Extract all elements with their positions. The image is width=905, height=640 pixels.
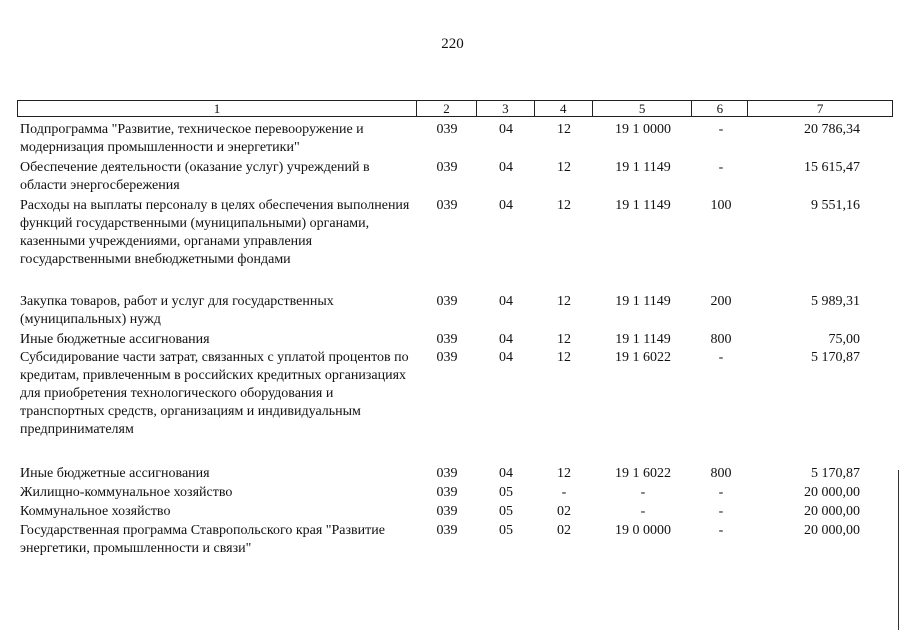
row-vr: - (718, 504, 724, 519)
table-row (17, 293, 893, 329)
row-rz: 05 (499, 523, 513, 538)
row-csr: - (640, 504, 646, 519)
row-sum: 9 551,16 (811, 198, 860, 213)
table-row (17, 522, 893, 558)
row-ved: 039 (436, 504, 458, 519)
row-vr: - (718, 350, 724, 365)
row-rz: 04 (499, 198, 513, 213)
row-sum: 75,00 (828, 332, 860, 347)
row-pr: 12 (557, 160, 571, 175)
row-name: Подпрограмма "Развитие, техническое перевооружение и модернизация промышленности и энергетики" (20, 122, 364, 155)
table-row (17, 159, 893, 195)
row-sum: 20 000,00 (804, 523, 860, 538)
row-ved: 039 (436, 350, 458, 365)
row-pr: 12 (557, 466, 571, 481)
row-name: Обеспечение деятельности (оказание услуг) учреждений в области энергосбережения (20, 160, 370, 193)
row-vr: - (718, 122, 724, 137)
row-csr: 19 1 6022 (615, 466, 671, 481)
row-sum: 20 786,34 (804, 122, 860, 137)
row-csr: 19 1 1149 (615, 332, 671, 347)
column-header: 1 (18, 101, 417, 116)
row-sum: 20 000,00 (804, 485, 860, 500)
row-rz: 04 (499, 294, 513, 309)
row-ved: 039 (436, 485, 458, 500)
row-rz: 04 (499, 122, 513, 137)
row-vr: 100 (710, 198, 732, 213)
column-header: 7 (816, 101, 824, 116)
row-name: Государственная программа Ставропольского края "Развитие энергетики, промышленности и связи" (20, 523, 385, 556)
table-row (17, 331, 893, 349)
table-row (17, 197, 893, 269)
row-pr: 12 (557, 350, 571, 365)
page-number: 220 (441, 36, 464, 52)
row-rz: 05 (499, 504, 513, 519)
row-csr: 19 1 6022 (615, 350, 671, 365)
table-row (17, 503, 893, 521)
row-ved: 039 (436, 198, 458, 213)
row-vr: - (718, 485, 724, 500)
row-ved: 039 (436, 122, 458, 137)
row-ved: 039 (436, 466, 458, 481)
row-pr: - (561, 485, 567, 500)
row-sum: 15 615,47 (804, 160, 860, 175)
row-vr: - (718, 160, 724, 175)
row-rz: 05 (499, 485, 513, 500)
column-header: 5 (593, 101, 693, 116)
row-sum: 20 000,00 (804, 504, 860, 519)
row-name: Расходы на выплаты персоналу в целях обеспечения выполнения функций государственными (муниципальными) органами, казенными учреждениями, органами управления государственными внебюджетными фондами (20, 198, 410, 267)
column-header: 4 (535, 101, 593, 116)
row-rz: 04 (499, 160, 513, 175)
row-ved: 039 (436, 523, 458, 538)
table-row (17, 121, 893, 157)
row-csr: 19 1 1149 (615, 160, 671, 175)
row-csr: - (640, 485, 646, 500)
row-name: Жилищно-коммунальное хозяйство (20, 485, 233, 500)
row-ved: 039 (436, 294, 458, 309)
table-row (17, 349, 893, 439)
row-name: Субсидирование части затрат, связанных с уплатой процентов по кредитам, привлеченным в российских кредитных организациях для приобретения технологического оборудования и транспортных средств, организациям и индивидуальным предпринимателям (20, 350, 409, 437)
row-csr: 19 1 1149 (615, 294, 671, 309)
row-sum: 5 170,87 (811, 466, 860, 481)
row-vr: 800 (710, 466, 732, 481)
row-name: Иные бюджетные ассигнования (20, 466, 210, 481)
row-rz: 04 (499, 466, 513, 481)
row-pr: 12 (557, 294, 571, 309)
row-vr: 800 (710, 332, 732, 347)
row-pr: 12 (557, 198, 571, 213)
table-row (17, 484, 893, 502)
row-csr: 19 0 0000 (615, 523, 671, 538)
row-name: Коммунальное хозяйство (20, 504, 171, 519)
row-rz: 04 (499, 350, 513, 365)
row-pr: 02 (557, 523, 571, 538)
column-header: 2 (417, 101, 477, 116)
row-csr: 19 1 0000 (615, 122, 671, 137)
row-csr: 19 1 1149 (615, 198, 671, 213)
row-ved: 039 (436, 332, 458, 347)
row-vr: 200 (710, 294, 732, 309)
row-pr: 12 (557, 122, 571, 137)
row-sum: 5 989,31 (811, 294, 860, 309)
row-sum: 5 170,87 (811, 350, 860, 365)
row-name: Закупка товаров, работ и услуг для государственных (муниципальных) нужд (20, 294, 334, 327)
table-row (17, 465, 893, 483)
row-name: Иные бюджетные ассигнования (20, 332, 210, 347)
row-pr: 02 (557, 504, 571, 519)
row-rz: 04 (499, 332, 513, 347)
column-header: 3 (477, 101, 535, 116)
column-header: 6 (692, 101, 748, 116)
row-vr: - (718, 523, 724, 538)
scan-edge-line (898, 470, 899, 630)
row-pr: 12 (557, 332, 571, 347)
table-header (17, 100, 893, 117)
row-ved: 039 (436, 160, 458, 175)
